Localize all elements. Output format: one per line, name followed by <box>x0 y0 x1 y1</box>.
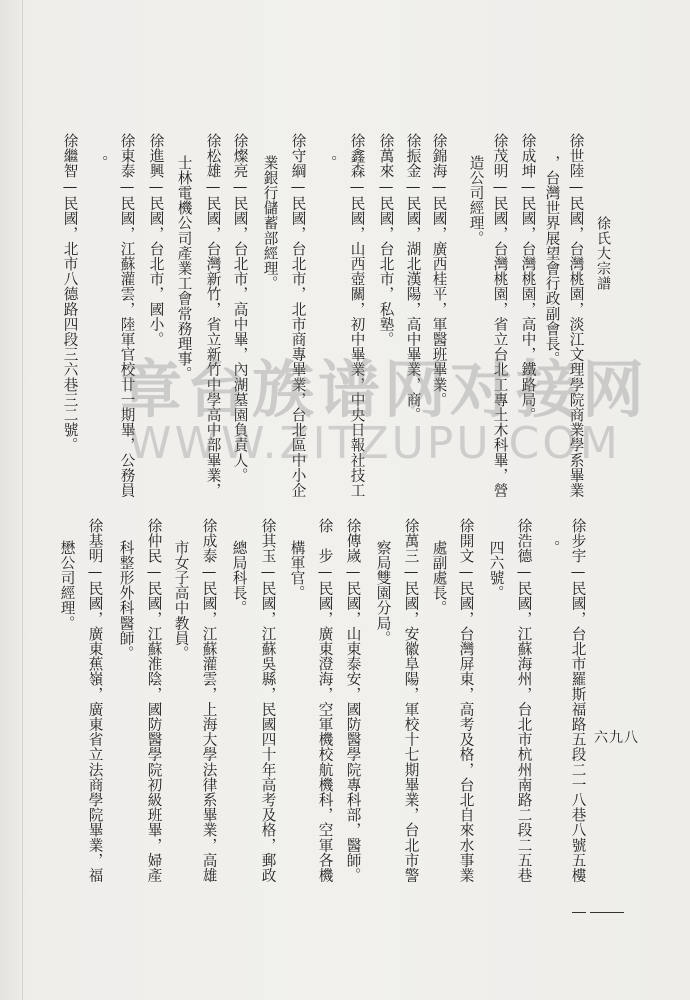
upper-entry-column: 徐燦亮—民國，台北市，高中畢，內湖墓園負責人。 <box>231 133 249 483</box>
upper-entry-column: 徐成坤—民國，台灣桃園，高中，鐵路局。 <box>519 133 537 423</box>
upper-entry-column: 徐錦海—民國，廣西桂平，軍醫班畢業。 <box>430 133 448 408</box>
upper-entry-column: ，台灣世界展望會行政副會長。 <box>543 155 561 367</box>
upper-entry-column: 徐萬來—民國，台北市，私塾。 <box>377 133 395 347</box>
upper-entry-column: 徐鑫森—民國，山西壺關，初中畢業，中央日報社技工 <box>348 133 366 498</box>
footer-rule-right <box>590 912 624 913</box>
running-header: 徐氏大宗譜 <box>595 216 611 291</box>
upper-entry-column: 徐進興—民國，台北市，國小。 <box>147 133 165 347</box>
lower-entry-column: 。 <box>543 540 561 556</box>
upper-entry-column: 徐東泰—民國，江蘇灌雲，陸軍官校廿一期畢，公務員 <box>118 133 136 498</box>
upper-entry-column: 。 <box>320 155 338 171</box>
lower-entry-column: 徐 步—民國，廣東澄海，空軍機校航機科，空軍各機 <box>316 518 334 883</box>
upper-entry-column: 徐茂明—民國，台灣桃園，省立台北工專土木科畢，營 <box>491 133 509 498</box>
lower-entry-column: 徐仲民—民國，江蘇淮陰，國防醫學院初級班畢，婦產 <box>145 518 163 883</box>
lower-entry-column: 徐其玉—民國，江蘇吳縣，民國四十年高考及格，郵政 <box>259 518 277 883</box>
lower-entry-column: 構軍官。 <box>288 540 306 601</box>
upper-entry-column: 徐振金—民國，湖北漢陽，高中畢業，商。 <box>404 133 422 423</box>
lower-entry-column: 徐成泰—民國，江蘇灌雲，上海大學法律系畢業，高雄 <box>200 518 218 883</box>
lower-entry-column: 處副處長。 <box>430 540 448 616</box>
lower-entry-column: 徐萬三—民國，安徽阜陽，軍校十七期畢業，台北市警 <box>402 518 420 883</box>
lower-entry-column: 徐浩德—民國，江蘇海州，台北市杭州南路二段二五巷 <box>515 518 533 883</box>
lower-entry-column: 科整形外科醫師。 <box>117 540 135 661</box>
lower-entry-column: 察局雙園分局。 <box>374 540 392 646</box>
lower-entry-column: 市女子高中教員。 <box>172 540 190 661</box>
upper-entry-column: 徐松雄—民國，台灣新竹，省立新竹中學高中部畢業， <box>204 133 222 498</box>
lower-entry-column: 徐傳嵗—民國，山東泰安，國防醫學院專科部，醫師。 <box>344 518 362 883</box>
lower-entry-column: 四六號。 <box>487 540 505 601</box>
upper-entry-column: 士林電機公司產業工會常務理事。 <box>175 155 193 382</box>
upper-entry-column: 造公司經理。 <box>467 155 485 246</box>
upper-entry-column: 徐世陸—民國，台灣桃園，淡江文理學院商業學系畢業 <box>567 133 585 498</box>
lower-entry-column: 懋公司經理。 <box>58 540 76 631</box>
lower-entry-column: 徐基明—民國，廣東蕉嶺，廣東省立法商學院畢業，福 <box>86 518 104 883</box>
upper-entry-column: 徐繼智—民國，北市八德路四段三六巷三二號。 <box>61 133 79 453</box>
lower-entry-column: 總局科長。 <box>230 540 248 616</box>
lower-entry-column: 徐開文—民國，台灣屏東，高考及格，台北自來水事業 <box>457 518 475 883</box>
watermark-chinese: 章台族谱网对接网 <box>120 353 649 426</box>
upper-entry-column: 徐守綱—民國，台北市，北市商專畢業，台北區中小企 <box>289 133 307 498</box>
watermark-url: WWW.ZITZUPU.COM <box>128 418 621 469</box>
upper-entry-column: 業銀行儲蓄部經理。 <box>261 155 279 291</box>
upper-entry-column: 。 <box>91 155 109 171</box>
binding-edge <box>22 0 23 1000</box>
lower-entry-column: 徐步宇—民國，台北市羅斯福路五段二一八巷八號五樓 <box>569 518 587 883</box>
page-number: 六九八 <box>594 730 639 746</box>
footer-rule-left <box>572 912 586 913</box>
